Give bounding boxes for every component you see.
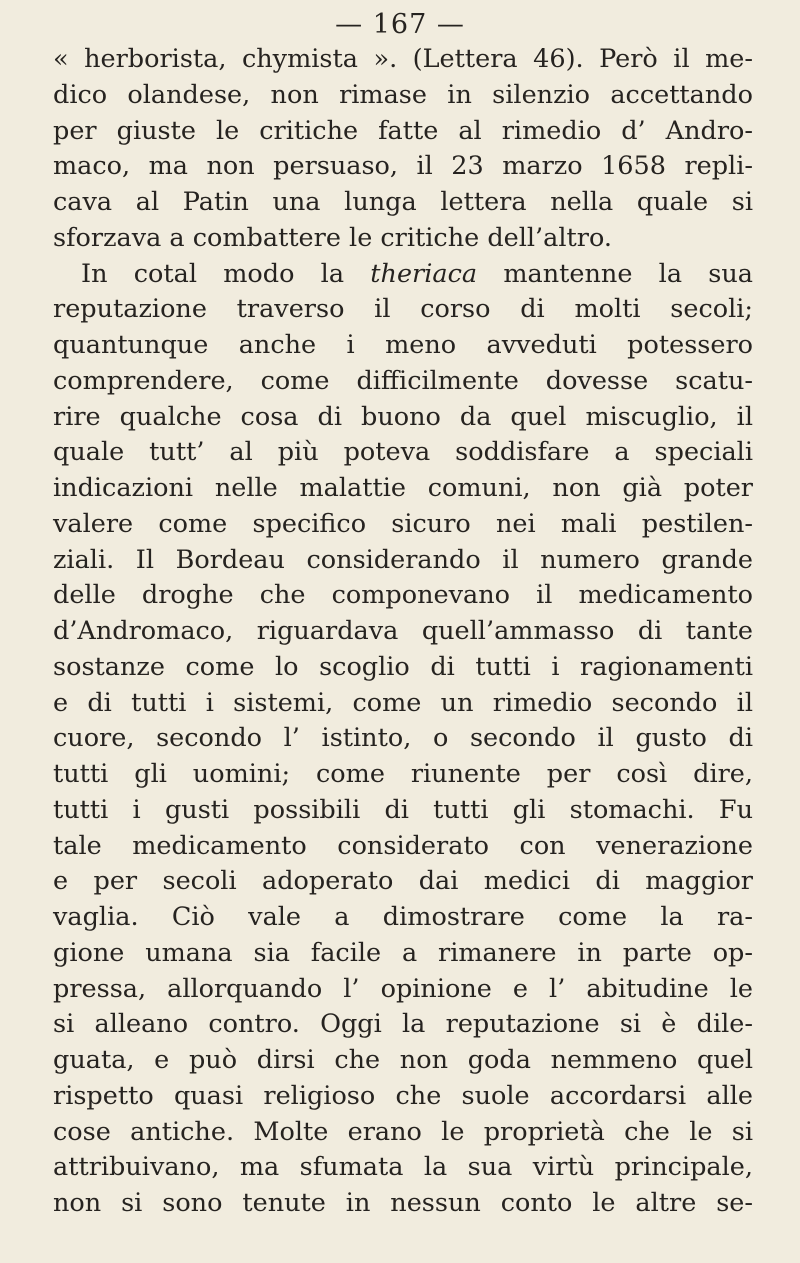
text-line: sforzava a combattere le critiche dell’altro.	[53, 222, 612, 253]
text-line: maco, ma non persuaso, il 23 marzo 1658 repli-	[53, 151, 753, 182]
text-line: attribuivano, ma sfumata la sua virtù principale,	[53, 1152, 753, 1183]
text-line: e per secoli adoperato dai medici di maggior	[53, 866, 753, 897]
text-line: vaglia. Ciò vale a dimostrare come la ra-	[53, 902, 753, 932]
text-line: guata, e può dirsi che non goda nemmeno quel	[53, 1045, 753, 1075]
text-line: sostanze come lo scoglio di tutti i ragionamenti	[53, 651, 753, 682]
text-line: d’Andromaco, riguardava quell’ammasso di tante	[53, 616, 753, 646]
text-line: dico olandese, non rimase in silenzio accettando	[53, 79, 753, 110]
text-line: gione umana sia facile a rimanere in parte op-	[53, 937, 753, 968]
text-line: tutti i gusti possibili di tutti gli stomachi. Fu	[53, 794, 753, 825]
italic-term-theriaca: theriaca	[370, 258, 478, 289]
text-fragment: mantenne la sua	[477, 258, 753, 289]
text-line: tutti gli uomini; come riunente per così dire,	[53, 759, 753, 789]
text-line: rire qualche cosa di buono da quel miscuglio, il	[53, 401, 753, 432]
text-line: cose antiche. Molte erano le proprietà che le si	[53, 1116, 753, 1147]
text-line: quantunque anche i meno avveduti potessero	[53, 330, 753, 360]
text-line: valere come specifico sicuro nei mali pestilen-	[53, 508, 753, 539]
text-line: reputazione traverso il corso di molti secoli;	[53, 294, 753, 325]
text-line: cava al Patin una lunga lettera nella quale si	[53, 187, 753, 217]
text-line: tale medicamento considerato con venerazione	[53, 830, 753, 861]
text-line: per giuste le critiche fatte al rimedio d’ Andro-	[53, 115, 753, 146]
text-line: indicazioni nelle malattie comuni, non già poter	[53, 473, 753, 503]
text-line: cuore, secondo l’ istinto, o secondo il gusto di	[53, 723, 753, 754]
text-line	[53, 257, 753, 293]
page-number: — 167 —	[335, 9, 465, 40]
body-text	[53, 42, 753, 1222]
text-line: rispetto quasi religioso che suole accordarsi alle	[53, 1080, 753, 1111]
text-line: e di tutti i sistemi, come un rimedio secondo il	[53, 687, 753, 718]
text-line: ziali. Il Bordeau considerando il numero grande	[53, 544, 753, 575]
text-line: non si sono tenute in nessun conto le altre se-	[53, 1188, 753, 1218]
text-line: pressa, allorquando l’ opinione e l’ abitudine le	[53, 973, 753, 1004]
text-line: quale tutt’ al più poteva soddisfare a speciali	[53, 437, 753, 468]
text-line: comprendere, come difficilmente dovesse scatu-	[53, 365, 753, 396]
text-line: si alleano contro. Oggi la reputazione si è dile-	[53, 1009, 753, 1040]
text-line: « herborista, chymista ». (Lettera 46). Però il me-	[53, 44, 753, 74]
text-line: delle droghe che componevano il medicamento	[53, 580, 753, 611]
text-fragment: In cotal modo la	[81, 258, 371, 289]
